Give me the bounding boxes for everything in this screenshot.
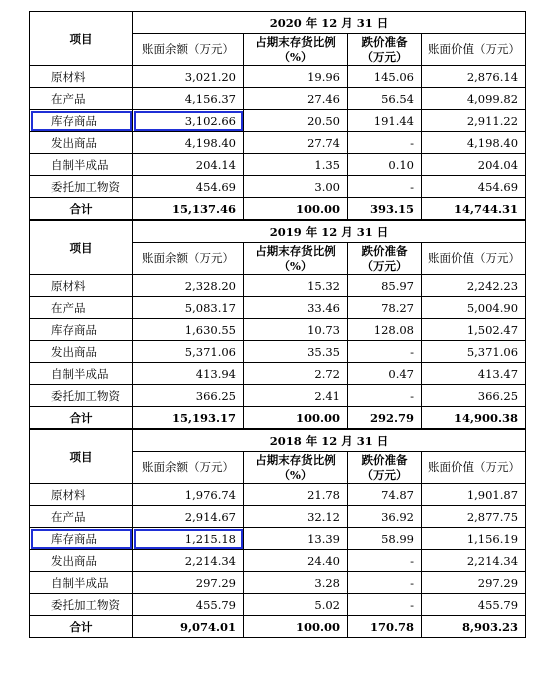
row-name: 在产品 <box>30 506 133 528</box>
row-value: 454.69 <box>422 176 526 198</box>
row-provision: - <box>348 594 422 616</box>
row-balance: 366.25 <box>133 385 244 407</box>
row-name: 在产品 <box>30 297 133 319</box>
section-2019 <box>30 220 526 429</box>
row-name: 原材料 <box>30 484 133 506</box>
row-ratio: 3.00 <box>244 176 348 198</box>
row-provision: 0.10 <box>348 154 422 176</box>
table-row <box>30 572 526 594</box>
item-header: 项目 <box>30 12 133 66</box>
table-row <box>30 132 526 154</box>
row-value: 4,198.40 <box>422 132 526 154</box>
row-balance: 4,198.40 <box>133 132 244 154</box>
row-value: 1,156.19 <box>422 528 526 550</box>
table-row <box>30 550 526 572</box>
book-value-header: 账面价值（万元） <box>422 452 526 484</box>
ratio-header: 占期末存货比例 （%） <box>244 34 348 66</box>
section-date: 2020 年 12 月 31 日 <box>133 12 526 34</box>
row-value: 5,371.06 <box>422 341 526 363</box>
row-ratio: 32.12 <box>244 506 348 528</box>
row-value: 2,911.22 <box>422 110 526 132</box>
book-value-header: 账面价值（万元） <box>422 243 526 275</box>
book-balance-header: 账面余额（万元） <box>133 243 244 275</box>
inventory-table-wrapper <box>29 11 525 638</box>
row-name: 委托加工物资 <box>30 594 133 616</box>
row-name: 原材料 <box>30 275 133 297</box>
total-label: 合计 <box>30 198 133 221</box>
row-ratio: 2.41 <box>244 385 348 407</box>
row-provision: 36.92 <box>348 506 422 528</box>
table-row <box>30 275 526 297</box>
item-header: 项目 <box>30 429 133 484</box>
row-provision: - <box>348 341 422 363</box>
item-header: 项目 <box>30 220 133 275</box>
row-provision: 85.97 <box>348 275 422 297</box>
row-ratio: 33.46 <box>244 297 348 319</box>
total-row <box>30 198 526 221</box>
book-balance-header: 账面余额（万元） <box>133 34 244 66</box>
table-row <box>30 297 526 319</box>
section-2020 <box>30 12 526 221</box>
row-provision: 145.06 <box>348 66 422 88</box>
row-balance-highlighted: 3,102.66 <box>133 110 244 132</box>
row-name: 在产品 <box>30 88 133 110</box>
row-balance: 2,214.34 <box>133 550 244 572</box>
row-name: 库存商品 <box>30 319 133 341</box>
table-row <box>30 506 526 528</box>
row-balance: 5,371.06 <box>133 341 244 363</box>
section-date: 2018 年 12 月 31 日 <box>133 429 526 452</box>
provision-header: 跌价准备 （万元） <box>348 243 422 275</box>
row-provision: - <box>348 385 422 407</box>
book-balance-header: 账面余额（万元） <box>133 452 244 484</box>
total-value: 14,900.38 <box>422 407 526 430</box>
row-provision: - <box>348 572 422 594</box>
row-ratio: 19.96 <box>244 66 348 88</box>
row-ratio: 24.40 <box>244 550 348 572</box>
inventory-table <box>29 11 526 638</box>
provision-header: 跌价准备 （万元） <box>348 452 422 484</box>
section-2018 <box>30 429 526 638</box>
row-name-highlighted: 库存商品 <box>30 528 133 550</box>
total-provision: 292.79 <box>348 407 422 430</box>
row-ratio: 10.73 <box>244 319 348 341</box>
row-ratio: 21.78 <box>244 484 348 506</box>
table-row <box>30 385 526 407</box>
row-provision: - <box>348 176 422 198</box>
row-provision: 191.44 <box>348 110 422 132</box>
table-row <box>30 66 526 88</box>
row-name: 委托加工物资 <box>30 385 133 407</box>
row-value: 413.47 <box>422 363 526 385</box>
total-value: 8,903.23 <box>422 616 526 638</box>
table-row <box>30 528 526 550</box>
table-row <box>30 363 526 385</box>
row-ratio: 5.02 <box>244 594 348 616</box>
row-value: 297.29 <box>422 572 526 594</box>
row-provision: 0.47 <box>348 363 422 385</box>
row-ratio: 15.32 <box>244 275 348 297</box>
row-provision: - <box>348 132 422 154</box>
total-label: 合计 <box>30 616 133 638</box>
total-row <box>30 616 526 638</box>
row-ratio: 20.50 <box>244 110 348 132</box>
row-value: 4,099.82 <box>422 88 526 110</box>
row-provision: 78.27 <box>348 297 422 319</box>
row-balance: 455.79 <box>133 594 244 616</box>
row-provision: 56.54 <box>348 88 422 110</box>
table-row <box>30 319 526 341</box>
total-provision: 170.78 <box>348 616 422 638</box>
row-name-highlighted: 库存商品 <box>30 110 133 132</box>
total-balance: 15,193.17 <box>133 407 244 430</box>
provision-header: 跌价准备 （万元） <box>348 34 422 66</box>
row-value: 366.25 <box>422 385 526 407</box>
row-name: 发出商品 <box>30 132 133 154</box>
book-value-header: 账面价值（万元） <box>422 34 526 66</box>
row-name: 自制半成品 <box>30 363 133 385</box>
table-row <box>30 154 526 176</box>
row-balance: 454.69 <box>133 176 244 198</box>
row-balance: 2,914.67 <box>133 506 244 528</box>
ratio-header: 占期末存货比例 （%） <box>244 452 348 484</box>
table-row <box>30 88 526 110</box>
row-name: 原材料 <box>30 66 133 88</box>
total-label: 合计 <box>30 407 133 430</box>
total-balance: 9,074.01 <box>133 616 244 638</box>
ratio-header: 占期末存货比例 （%） <box>244 243 348 275</box>
row-balance: 413.94 <box>133 363 244 385</box>
row-value: 2,876.14 <box>422 66 526 88</box>
row-value: 204.04 <box>422 154 526 176</box>
row-ratio: 27.46 <box>244 88 348 110</box>
row-balance: 3,021.20 <box>133 66 244 88</box>
table-row <box>30 341 526 363</box>
total-ratio: 100.00 <box>244 198 348 221</box>
row-name: 委托加工物资 <box>30 176 133 198</box>
row-provision: 58.99 <box>348 528 422 550</box>
row-balance: 5,083.17 <box>133 297 244 319</box>
row-balance: 1,976.74 <box>133 484 244 506</box>
row-name: 发出商品 <box>30 341 133 363</box>
row-balance: 1,630.55 <box>133 319 244 341</box>
row-ratio: 35.35 <box>244 341 348 363</box>
total-balance: 15,137.46 <box>133 198 244 221</box>
row-provision: - <box>348 550 422 572</box>
total-value: 14,744.31 <box>422 198 526 221</box>
row-balance-highlighted: 1,215.18 <box>133 528 244 550</box>
row-balance: 297.29 <box>133 572 244 594</box>
total-row <box>30 407 526 430</box>
row-balance: 4,156.37 <box>133 88 244 110</box>
row-name: 发出商品 <box>30 550 133 572</box>
total-ratio: 100.00 <box>244 616 348 638</box>
row-ratio: 2.72 <box>244 363 348 385</box>
row-balance: 204.14 <box>133 154 244 176</box>
row-name: 自制半成品 <box>30 154 133 176</box>
table-row <box>30 484 526 506</box>
row-provision: 128.08 <box>348 319 422 341</box>
row-name: 自制半成品 <box>30 572 133 594</box>
section-date: 2019 年 12 月 31 日 <box>133 220 526 243</box>
table-row <box>30 594 526 616</box>
row-value: 455.79 <box>422 594 526 616</box>
row-provision: 74.87 <box>348 484 422 506</box>
total-ratio: 100.00 <box>244 407 348 430</box>
row-value: 1,502.47 <box>422 319 526 341</box>
table-row <box>30 176 526 198</box>
row-value: 5,004.90 <box>422 297 526 319</box>
row-balance: 2,328.20 <box>133 275 244 297</box>
row-value: 2,242.23 <box>422 275 526 297</box>
total-provision: 393.15 <box>348 198 422 221</box>
row-ratio: 27.74 <box>244 132 348 154</box>
row-ratio: 3.28 <box>244 572 348 594</box>
row-value: 1,901.87 <box>422 484 526 506</box>
row-ratio: 1.35 <box>244 154 348 176</box>
table-row <box>30 110 526 132</box>
row-ratio: 13.39 <box>244 528 348 550</box>
row-value: 2,214.34 <box>422 550 526 572</box>
row-value: 2,877.75 <box>422 506 526 528</box>
